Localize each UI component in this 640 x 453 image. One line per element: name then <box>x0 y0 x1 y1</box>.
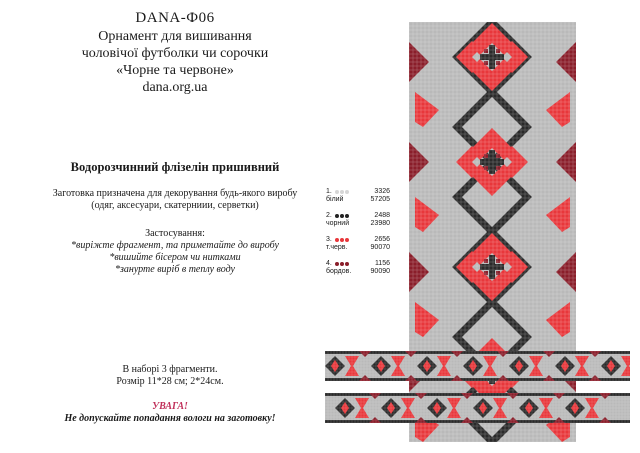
description-line-2: (одяг, аксесуари, скатерниии, серветки) <box>91 200 259 211</box>
horizontal-ornament-strip-1 <box>325 351 630 381</box>
legend-code: 1156 <box>374 260 390 267</box>
header-line-1: Орнамент для вишивання <box>98 29 252 44</box>
usage-item-3: *занурте виріб в теплу воду <box>115 264 235 275</box>
set-info <box>30 364 310 388</box>
header-line-3: «Чорне та червоне» <box>116 63 234 78</box>
description-line-1: Заготовка призначена для декорування будь-якого виробу <box>52 188 298 199</box>
legend-row-3 <box>326 236 390 252</box>
bead-dots-icon <box>335 238 349 242</box>
header-block <box>30 8 320 96</box>
legend-name: т.черв. <box>326 244 348 251</box>
bead-dots-icon <box>335 214 349 218</box>
usage-title: Застосування: <box>145 228 205 239</box>
thread-legend <box>326 188 390 284</box>
legend-code: 3326 <box>374 188 390 195</box>
legend-name: бордов. <box>326 268 352 275</box>
description <box>10 188 340 212</box>
warning-title: УВАГА! <box>152 401 188 412</box>
product-code: DANA-Ф06 <box>135 10 215 26</box>
legend-code: 90090 <box>370 268 390 275</box>
horizontal-ornament-strip-2 <box>325 393 630 423</box>
header-website: dana.org.ua <box>142 80 208 95</box>
legend-name: білий <box>326 196 344 203</box>
legend-row-2 <box>326 212 390 228</box>
set-size: Розмір 11*28 см; 2*24см. <box>116 376 224 387</box>
legend-num: 1. <box>326 188 332 195</box>
usage-item-2: *вишийте бісером чи нитками <box>109 252 241 263</box>
legend-num: 2. <box>326 212 332 219</box>
warning-block <box>30 401 310 425</box>
usage-block <box>10 228 340 276</box>
legend-code: 2488 <box>374 212 390 219</box>
legend-name: чорний <box>326 220 350 227</box>
legend-num: 4. <box>326 260 332 267</box>
warning-text: Не допускайте попадання вологи на заготовку! <box>64 413 276 424</box>
bead-dots-icon <box>335 262 349 266</box>
product-title: Водорозчинний флізелін пришивний <box>70 160 280 174</box>
header-line-2: чоловічої футболки чи сорочки <box>81 46 269 61</box>
legend-num: 3. <box>326 236 332 243</box>
legend-code: 90070 <box>370 244 390 251</box>
legend-code: 2656 <box>374 236 390 243</box>
usage-item-1: *виріжте фрагмент, та приметайте до виробу <box>71 240 279 251</box>
legend-code: 23980 <box>370 220 390 227</box>
legend-row-4 <box>326 260 390 276</box>
legend-row-1 <box>326 188 390 204</box>
set-count: В наборі 3 фрагменти. <box>122 364 218 375</box>
legend-code: 57205 <box>370 196 390 203</box>
bead-dots-icon <box>335 190 349 194</box>
